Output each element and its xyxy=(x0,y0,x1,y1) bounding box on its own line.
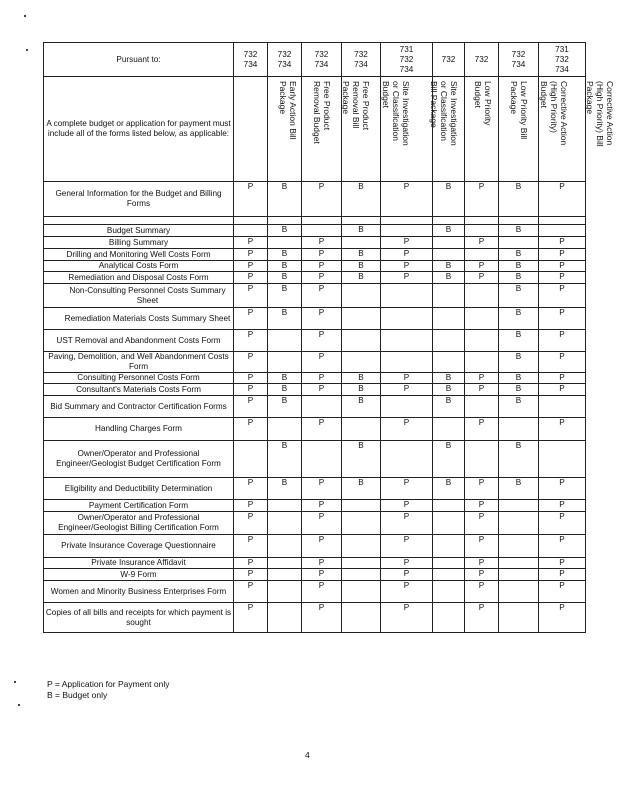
form-mark xyxy=(499,535,539,558)
form-mark: P xyxy=(539,237,586,249)
form-mark xyxy=(433,330,465,352)
form-mark xyxy=(381,330,433,352)
form-mark: P xyxy=(465,373,499,384)
form-mark xyxy=(268,581,302,603)
form-mark: B xyxy=(433,225,465,237)
form-mark: P xyxy=(539,569,586,581)
form-mark: B xyxy=(342,396,381,418)
form-mark: P xyxy=(234,418,268,441)
form-mark: P xyxy=(465,603,499,633)
forms-requirement-table xyxy=(43,42,615,633)
section-code: 732 734 xyxy=(234,43,268,77)
column-header: Free Product Removal Bill Package xyxy=(341,81,371,131)
form-mark: P xyxy=(381,272,433,284)
section-code: 732 xyxy=(465,43,499,77)
form-mark: P xyxy=(539,581,586,603)
form-mark: B xyxy=(268,182,302,217)
form-mark: B xyxy=(499,478,539,500)
form-mark: P xyxy=(234,384,268,396)
form-mark xyxy=(381,352,433,373)
column-header: Low Priority Bill Package xyxy=(509,81,529,140)
form-mark: P xyxy=(302,512,342,535)
form-mark: P xyxy=(465,182,499,217)
form-mark: P xyxy=(465,237,499,249)
table-row xyxy=(44,512,586,535)
form-mark xyxy=(465,249,499,261)
section-code: 732 734 xyxy=(268,43,302,77)
form-mark xyxy=(268,569,302,581)
section-code: 731 732 734 xyxy=(381,43,433,77)
form-mark xyxy=(268,603,302,633)
row-label: UST Removal and Abandonment Costs Form xyxy=(44,330,234,352)
form-mark: B xyxy=(342,225,381,237)
row-label: Women and Minority Business Enterprises Form xyxy=(44,581,234,603)
form-mark: P xyxy=(539,272,586,284)
form-mark: P xyxy=(302,500,342,512)
form-mark: B xyxy=(268,373,302,384)
form-mark: P xyxy=(539,261,586,272)
form-mark xyxy=(499,603,539,633)
row-label: Handling Charges Form xyxy=(44,418,234,441)
form-mark: P xyxy=(234,261,268,272)
form-mark: P xyxy=(465,558,499,569)
row-label: Analytical Costs Form xyxy=(44,261,234,272)
form-mark: P xyxy=(302,284,342,308)
form-mark: P xyxy=(234,373,268,384)
form-mark xyxy=(342,535,381,558)
form-mark: P xyxy=(302,603,342,633)
column-header: Corrective Action (High Priority) Budget xyxy=(539,81,569,146)
form-mark: P xyxy=(234,512,268,535)
form-mark xyxy=(465,396,499,418)
form-mark xyxy=(539,396,586,418)
table-row xyxy=(44,182,586,217)
legend xyxy=(47,679,169,701)
form-mark: P xyxy=(381,603,433,633)
table-row xyxy=(44,500,586,512)
form-mark xyxy=(499,569,539,581)
row-label: Copies of all bills and receipts for which payment is sought xyxy=(44,603,234,633)
row-label: Bid Summary and Contractor Certification Forms xyxy=(44,396,234,418)
form-mark xyxy=(433,558,465,569)
form-mark: P xyxy=(302,261,342,272)
form-mark: P xyxy=(465,500,499,512)
form-mark xyxy=(342,352,381,373)
form-mark: P xyxy=(465,478,499,500)
form-mark: B xyxy=(499,330,539,352)
form-mark: P xyxy=(539,500,586,512)
form-mark xyxy=(381,284,433,308)
form-mark: B xyxy=(268,261,302,272)
form-mark: B xyxy=(268,249,302,261)
spacer-row xyxy=(44,217,586,225)
header-row xyxy=(44,77,586,182)
form-mark: P xyxy=(234,500,268,512)
table-row xyxy=(44,581,586,603)
form-mark xyxy=(268,558,302,569)
form-mark: B xyxy=(342,478,381,500)
form-mark xyxy=(499,500,539,512)
form-mark: B xyxy=(433,182,465,217)
form-mark: P xyxy=(302,535,342,558)
table-row xyxy=(44,535,586,558)
table-row xyxy=(44,558,586,569)
form-mark: P xyxy=(539,558,586,569)
form-mark xyxy=(433,512,465,535)
section-code: 732 734 xyxy=(499,43,539,77)
row-label: Owner/Operator and Professional Engineer/Geologist Billing Certification Form xyxy=(44,512,234,535)
form-mark: B xyxy=(433,441,465,478)
form-mark: P xyxy=(234,249,268,261)
form-mark: P xyxy=(234,284,268,308)
section-code: 731 732 734 xyxy=(539,43,586,77)
form-mark xyxy=(268,500,302,512)
form-mark xyxy=(465,225,499,237)
column-header: Free Product Removal Budget xyxy=(312,81,332,144)
form-mark: P xyxy=(302,352,342,373)
table-row xyxy=(44,330,586,352)
legend-budget: B = Budget only xyxy=(47,690,108,700)
form-mark xyxy=(268,330,302,352)
form-mark: P xyxy=(381,182,433,217)
pursuant-row xyxy=(44,43,586,77)
form-mark: P xyxy=(539,352,586,373)
form-mark: P xyxy=(234,396,268,418)
form-mark xyxy=(465,330,499,352)
form-mark xyxy=(433,535,465,558)
form-mark xyxy=(539,441,586,478)
form-mark: P xyxy=(302,330,342,352)
form-mark: P xyxy=(381,249,433,261)
form-mark: P xyxy=(465,535,499,558)
form-mark xyxy=(302,396,342,418)
column-header: Early Action Bill Package xyxy=(278,81,298,140)
form-mark xyxy=(342,308,381,330)
form-mark: P xyxy=(302,558,342,569)
form-mark: P xyxy=(302,249,342,261)
form-mark xyxy=(433,418,465,441)
form-mark xyxy=(268,237,302,249)
column-header: Low Priority Budget xyxy=(473,81,493,126)
form-mark: P xyxy=(302,478,342,500)
form-mark xyxy=(433,352,465,373)
table-row xyxy=(44,225,586,237)
form-mark: P xyxy=(539,330,586,352)
row-label: Billing Summary xyxy=(44,237,234,249)
form-mark: B xyxy=(499,308,539,330)
form-mark xyxy=(433,284,465,308)
form-mark xyxy=(342,284,381,308)
form-mark xyxy=(342,237,381,249)
row-label: Remediation Materials Costs Summary Sheet xyxy=(44,308,234,330)
form-mark: P xyxy=(539,308,586,330)
form-mark xyxy=(465,284,499,308)
form-mark: B xyxy=(499,249,539,261)
form-mark xyxy=(381,396,433,418)
form-mark xyxy=(302,441,342,478)
form-mark xyxy=(268,512,302,535)
form-mark xyxy=(433,603,465,633)
form-mark: P xyxy=(465,261,499,272)
row-label: Drilling and Monitoring Well Costs Form xyxy=(44,249,234,261)
form-mark: P xyxy=(302,569,342,581)
form-mark: B xyxy=(499,284,539,308)
column-header: Corrective Action (High Priority) Bill Package xyxy=(585,81,615,147)
form-mark: P xyxy=(234,535,268,558)
form-mark xyxy=(268,418,302,441)
row-label: Budget Summary xyxy=(44,225,234,237)
form-mark: B xyxy=(342,373,381,384)
form-mark xyxy=(342,569,381,581)
form-mark: P xyxy=(381,512,433,535)
form-mark: B xyxy=(499,384,539,396)
form-mark: P xyxy=(539,418,586,441)
form-mark xyxy=(499,418,539,441)
form-mark xyxy=(342,418,381,441)
row-label: W-9 Form xyxy=(44,569,234,581)
form-mark xyxy=(342,500,381,512)
form-mark xyxy=(342,330,381,352)
form-mark: P xyxy=(234,330,268,352)
row-label: Paving, Demolition, and Well Abandonment Costs Form xyxy=(44,352,234,373)
column-header: Site Investigation or Classification Budget xyxy=(381,81,411,146)
row-label: Private Insurance Affidavit xyxy=(44,558,234,569)
form-mark: B xyxy=(499,261,539,272)
form-mark xyxy=(465,308,499,330)
form-mark: P xyxy=(381,237,433,249)
form-mark: P xyxy=(465,581,499,603)
form-mark: B xyxy=(433,384,465,396)
form-mark: P xyxy=(381,418,433,441)
row-label: Eligibility and Deductibility Determination xyxy=(44,478,234,500)
row-label: Private Insurance Coverage Questionnaire xyxy=(44,535,234,558)
form-mark: P xyxy=(539,249,586,261)
table-row xyxy=(44,603,586,633)
table-row xyxy=(44,272,586,284)
row-label: Consultant's Materials Costs Form xyxy=(44,384,234,396)
form-mark: B xyxy=(499,441,539,478)
form-mark: P xyxy=(302,581,342,603)
form-mark: P xyxy=(302,308,342,330)
form-mark xyxy=(499,237,539,249)
form-mark xyxy=(433,308,465,330)
form-mark: B xyxy=(342,272,381,284)
form-mark: B xyxy=(499,352,539,373)
form-mark xyxy=(342,603,381,633)
form-mark: B xyxy=(268,396,302,418)
form-mark xyxy=(499,581,539,603)
row-label: Remediation and Disposal Costs Form xyxy=(44,272,234,284)
form-mark: P xyxy=(302,418,342,441)
form-mark: P xyxy=(465,384,499,396)
table-row xyxy=(44,284,586,308)
form-mark: P xyxy=(234,237,268,249)
row-label: Non-Consulting Personnel Costs Summary Sheet xyxy=(44,284,234,308)
form-mark: B xyxy=(499,272,539,284)
form-mark: P xyxy=(539,478,586,500)
form-mark: B xyxy=(499,396,539,418)
scan-speck xyxy=(24,15,26,17)
row-label: Owner/Operator and Professional Engineer/Geologist Budget Certification Form xyxy=(44,441,234,478)
form-mark: P xyxy=(381,535,433,558)
table-row xyxy=(44,352,586,373)
table-row xyxy=(44,249,586,261)
form-mark xyxy=(499,558,539,569)
form-mark: P xyxy=(381,478,433,500)
form-mark: B xyxy=(342,441,381,478)
form-mark: P xyxy=(539,373,586,384)
form-mark: B xyxy=(499,373,539,384)
table-row xyxy=(44,396,586,418)
table-row xyxy=(44,569,586,581)
form-mark: P xyxy=(539,535,586,558)
form-mark: B xyxy=(268,284,302,308)
form-mark: P xyxy=(539,284,586,308)
column-header: Site Investigation or Classification Bill Package xyxy=(429,81,459,146)
form-mark: P xyxy=(234,182,268,217)
form-mark: P xyxy=(381,261,433,272)
form-mark: P xyxy=(234,603,268,633)
section-code: 732 734 xyxy=(302,43,342,77)
section-code: 732 xyxy=(433,43,465,77)
form-mark xyxy=(433,569,465,581)
form-mark xyxy=(381,225,433,237)
form-mark xyxy=(302,225,342,237)
form-mark xyxy=(234,441,268,478)
form-mark xyxy=(342,581,381,603)
form-mark: B xyxy=(433,478,465,500)
form-mark: B xyxy=(342,249,381,261)
section-code: 732 734 xyxy=(342,43,381,77)
form-mark xyxy=(268,352,302,373)
table-row xyxy=(44,237,586,249)
form-mark: P xyxy=(465,272,499,284)
scan-speck xyxy=(26,49,28,51)
table-row xyxy=(44,308,586,330)
form-mark: B xyxy=(268,225,302,237)
form-mark: B xyxy=(499,225,539,237)
form-mark: P xyxy=(465,512,499,535)
form-mark: P xyxy=(234,352,268,373)
table-row xyxy=(44,478,586,500)
form-mark xyxy=(234,225,268,237)
pursuant-label: Pursuant to: xyxy=(44,43,234,77)
form-mark: B xyxy=(268,441,302,478)
form-mark: P xyxy=(302,384,342,396)
scan-speck xyxy=(18,704,20,706)
form-mark: B xyxy=(433,261,465,272)
form-mark: P xyxy=(381,581,433,603)
form-mark xyxy=(268,535,302,558)
form-mark: P xyxy=(302,373,342,384)
form-mark: B xyxy=(268,308,302,330)
form-mark: P xyxy=(465,418,499,441)
form-mark: B xyxy=(268,272,302,284)
intro-text: A complete budget or application for payment must include all of the forms listed below, as applicable: xyxy=(44,77,234,182)
row-label: General Information for the Budget and Billing Forms xyxy=(44,182,234,217)
row-label: Consulting Personnel Costs Form xyxy=(44,373,234,384)
form-mark: P xyxy=(465,569,499,581)
table-row xyxy=(44,441,586,478)
form-mark xyxy=(433,581,465,603)
table-row xyxy=(44,418,586,441)
table-row xyxy=(44,373,586,384)
form-mark: P xyxy=(234,558,268,569)
page-number: 4 xyxy=(305,750,310,760)
form-mark xyxy=(381,308,433,330)
form-mark: P xyxy=(234,308,268,330)
form-mark: B xyxy=(433,373,465,384)
legend-payment: P = Application for Payment only xyxy=(47,679,170,689)
table-row xyxy=(44,261,586,272)
form-mark: P xyxy=(381,569,433,581)
table-row xyxy=(44,384,586,396)
form-mark xyxy=(342,512,381,535)
form-mark: P xyxy=(381,500,433,512)
form-mark: B xyxy=(433,272,465,284)
form-mark: P xyxy=(234,569,268,581)
form-mark xyxy=(499,512,539,535)
form-mark: B xyxy=(342,261,381,272)
form-mark: B xyxy=(268,478,302,500)
form-mark: P xyxy=(234,478,268,500)
form-mark: P xyxy=(302,182,342,217)
form-mark: B xyxy=(433,396,465,418)
form-mark: P xyxy=(234,272,268,284)
form-mark: B xyxy=(499,182,539,217)
scan-speck xyxy=(14,681,16,683)
form-mark: P xyxy=(539,512,586,535)
form-mark xyxy=(381,441,433,478)
form-mark xyxy=(342,558,381,569)
form-mark xyxy=(539,225,586,237)
form-mark: P xyxy=(381,558,433,569)
form-mark xyxy=(465,352,499,373)
form-mark: B xyxy=(342,182,381,217)
form-mark: P xyxy=(539,182,586,217)
form-mark: P xyxy=(302,272,342,284)
row-label: Payment Certification Form xyxy=(44,500,234,512)
form-mark: P xyxy=(381,384,433,396)
form-mark: B xyxy=(268,384,302,396)
form-mark xyxy=(433,237,465,249)
form-mark: B xyxy=(342,384,381,396)
form-mark: P xyxy=(302,237,342,249)
form-mark: P xyxy=(234,581,268,603)
form-mark xyxy=(465,441,499,478)
form-mark: P xyxy=(381,373,433,384)
form-mark: P xyxy=(539,603,586,633)
form-mark xyxy=(433,249,465,261)
form-mark: P xyxy=(539,384,586,396)
form-mark xyxy=(433,500,465,512)
